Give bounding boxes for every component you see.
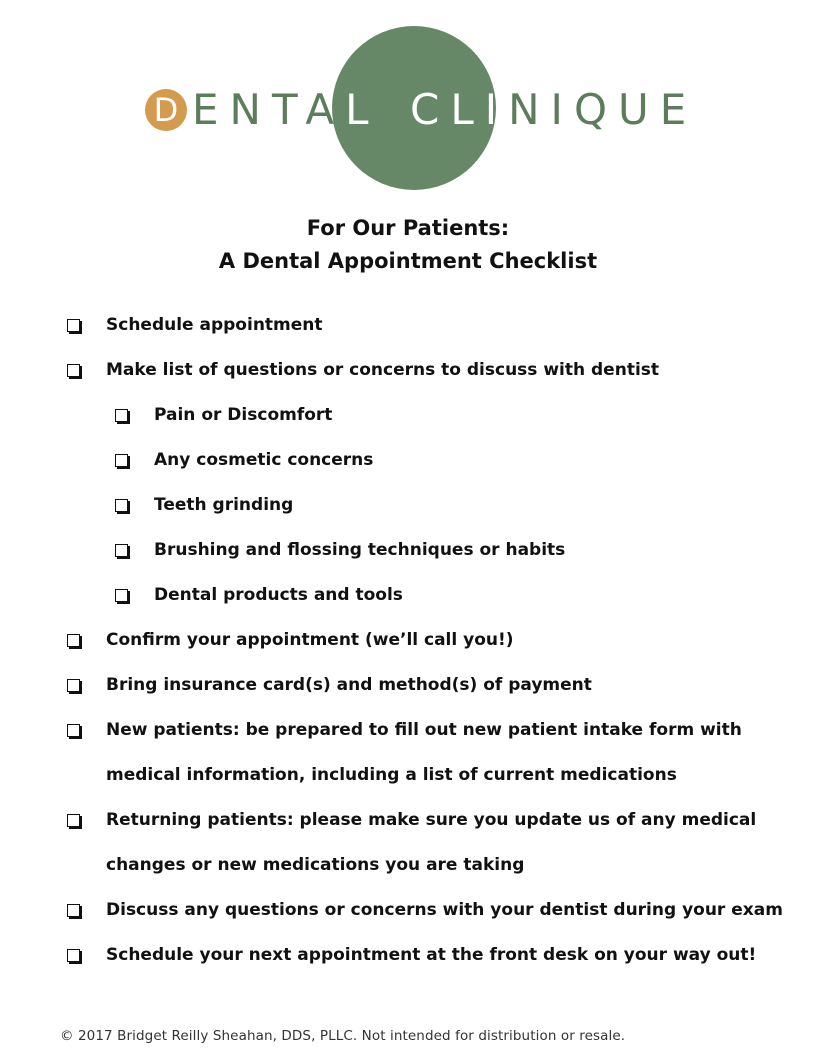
checklist-item-label: Bring insurance card(s) and method(s) of payment bbox=[106, 675, 592, 695]
checklist-item bbox=[0, 674, 816, 698]
checklist-item-continuation bbox=[0, 854, 816, 878]
clinic-logo bbox=[0, 0, 816, 200]
checklist-item bbox=[0, 719, 816, 743]
checkbox-icon[interactable] bbox=[67, 679, 80, 692]
checklist-item-label: Dental products and tools bbox=[154, 585, 403, 605]
checklist-item-continuation bbox=[0, 764, 816, 788]
checkbox-icon[interactable] bbox=[115, 544, 128, 557]
copyright-footer: © 2017 Bridget Reilly Sheahan, DDS, PLLC. Not intended for distribution or resale. bbox=[60, 1028, 626, 1044]
checklist-item-label: Discuss any questions or concerns with your dentist during your exam bbox=[106, 900, 783, 920]
logo-d-letter: D bbox=[145, 89, 187, 131]
checklist-item-label: Brushing and flossing techniques or habits bbox=[154, 540, 566, 560]
page-title-line-1: For Our Patients: bbox=[306, 216, 510, 240]
checklist-item bbox=[0, 359, 816, 383]
checklist-item bbox=[0, 899, 816, 923]
checklist-item bbox=[0, 809, 816, 833]
checklist-item bbox=[0, 449, 816, 473]
checklist-item-label: Schedule your next appointment at the front desk on your way out! bbox=[106, 945, 757, 965]
checklist-item bbox=[0, 629, 816, 653]
checklist-item bbox=[0, 584, 816, 608]
checklist-item bbox=[0, 944, 816, 968]
checklist-item bbox=[0, 494, 816, 518]
checklist-item bbox=[0, 404, 816, 428]
checkbox-icon[interactable] bbox=[115, 499, 128, 512]
checkbox-icon[interactable] bbox=[115, 454, 128, 467]
checkbox-icon[interactable] bbox=[115, 589, 128, 602]
checkbox-icon[interactable] bbox=[115, 409, 128, 422]
checkbox-icon[interactable] bbox=[67, 634, 80, 647]
checklist-item bbox=[0, 314, 816, 338]
checklist-item bbox=[0, 539, 816, 563]
logo-word-clinique: CLINIQUE bbox=[410, 85, 698, 134]
logo-word-dental: ENTAL bbox=[192, 85, 380, 134]
checkbox-icon[interactable] bbox=[67, 814, 80, 827]
checklist-item-label: Any cosmetic concerns bbox=[154, 450, 374, 470]
checkbox-icon[interactable] bbox=[67, 904, 80, 917]
checklist-item-label: Teeth grinding bbox=[154, 495, 294, 515]
checklist-item-label-continued: medical information, including a list of current medications bbox=[106, 765, 677, 785]
checklist-item-label-continued: changes or new medications you are taking bbox=[106, 855, 525, 875]
checklist-item-label: Make list of questions or concerns to discuss with dentist bbox=[106, 360, 660, 380]
checkbox-icon[interactable] bbox=[67, 724, 80, 737]
checklist-item-label: Confirm your appointment (we’ll call you!) bbox=[106, 630, 514, 650]
checklist-item-label: Schedule appointment bbox=[106, 315, 323, 335]
checkbox-icon[interactable] bbox=[67, 364, 80, 377]
checklist-item-label: Pain or Discomfort bbox=[154, 405, 333, 425]
checkbox-icon[interactable] bbox=[67, 319, 80, 332]
page-title-line-2: A Dental Appointment Checklist bbox=[218, 249, 598, 273]
checkbox-icon[interactable] bbox=[67, 949, 80, 962]
checklist-item-label: New patients: be prepared to fill out new patient intake form with bbox=[106, 720, 742, 740]
checklist-item-label: Returning patients: please make sure you update us of any medical bbox=[106, 810, 757, 830]
